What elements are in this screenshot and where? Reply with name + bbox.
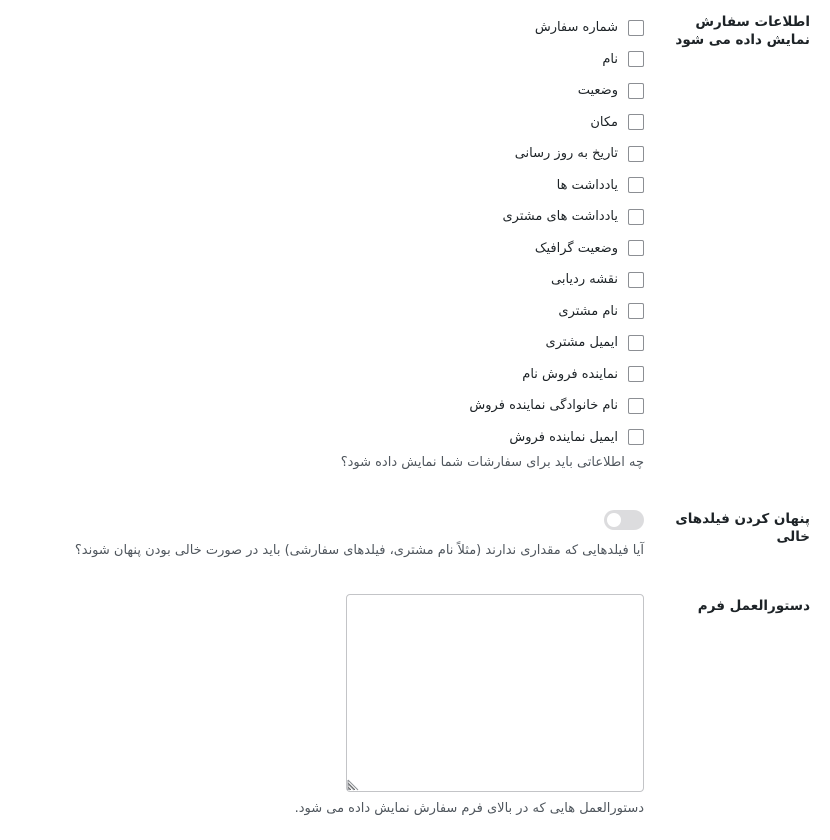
hide-empty-fields-toggle[interactable] [604, 510, 644, 530]
checkbox[interactable] [628, 272, 644, 288]
checkbox[interactable] [628, 177, 644, 193]
checkbox-row-customer-email[interactable] [469, 327, 644, 359]
checkbox-label: نام خانوادگی نماینده فروش [469, 398, 618, 414]
checkbox-row-location[interactable] [469, 107, 644, 139]
checkbox-label: وضعیت گرافیک [534, 240, 618, 256]
checkbox-row-updated-date[interactable] [469, 138, 644, 170]
checkbox[interactable] [628, 303, 644, 319]
checkbox[interactable] [628, 51, 644, 67]
hide-empty-fields-description: آیا فیلدهایی که مقداری ندارند (مثلاً نام مشتری، فیلدهای سفارشی) باید در صورت خالی بودن پنهان شوند؟ [74, 543, 644, 558]
checkbox-row-tracking-map[interactable] [469, 264, 644, 296]
checkbox-label: نقشه ردیابی [551, 272, 618, 288]
checkbox[interactable] [628, 240, 644, 256]
checkbox-label: نام مشتری [558, 303, 618, 319]
checkbox-label: نماینده فروش نام [522, 366, 618, 382]
checkbox[interactable] [628, 20, 644, 36]
checkbox-row-customer-notes[interactable] [469, 201, 644, 233]
checkbox-row-status[interactable] [469, 75, 644, 107]
checkbox[interactable] [628, 146, 644, 162]
checkbox[interactable] [628, 209, 644, 225]
hide-empty-fields-label: پنهان کردن فیلدهای خالی [675, 511, 810, 545]
checkbox-row-notes[interactable] [469, 170, 644, 202]
checkbox-label: ایمیل نماینده فروش [509, 429, 618, 445]
checkbox[interactable] [628, 114, 644, 130]
checkbox-row-sales-rep-last-name[interactable] [469, 390, 644, 422]
order-info-checkbox-list [469, 12, 644, 453]
checkbox-row-order-number[interactable] [469, 12, 644, 44]
checkbox-label: ایمیل مشتری [545, 335, 618, 351]
form-instructions-label: دستورالعمل فرم [697, 598, 810, 614]
checkbox-label: مکان [590, 114, 618, 130]
checkbox-label: یادداشت های مشتری [502, 209, 618, 225]
form-instructions-description: دستورالعمل هایی که در بالای فرم سفارش نمایش داده می شود. [294, 801, 644, 816]
checkbox-row-name[interactable] [469, 44, 644, 76]
checkbox-label: یادداشت ها [556, 177, 618, 193]
checkbox[interactable] [628, 398, 644, 414]
checkbox-label: تاریخ به روز رسانی [514, 146, 618, 162]
order-info-label: اطلاعات سفارش نمایش داده می شود [675, 14, 810, 48]
checkbox-label: وضعیت [577, 83, 618, 99]
toggle-knob [607, 513, 621, 527]
checkbox-row-sales-rep-email[interactable] [469, 422, 644, 454]
checkbox-row-graphic-status[interactable] [469, 233, 644, 265]
resize-grip-icon[interactable] [346, 778, 360, 792]
checkbox-label: شماره سفارش [534, 20, 618, 36]
checkbox-label: نام [602, 51, 618, 67]
checkbox[interactable] [628, 83, 644, 99]
order-info-description: چه اطلاعاتی باید برای سفارشات شما نمایش داده شود؟ [340, 455, 644, 470]
checkbox-row-customer-name[interactable] [469, 296, 644, 328]
checkbox[interactable] [628, 429, 644, 445]
checkbox[interactable] [628, 366, 644, 382]
form-instructions-textarea[interactable] [346, 594, 644, 792]
checkbox-row-sales-rep-first-name[interactable] [469, 359, 644, 391]
checkbox[interactable] [628, 335, 644, 351]
